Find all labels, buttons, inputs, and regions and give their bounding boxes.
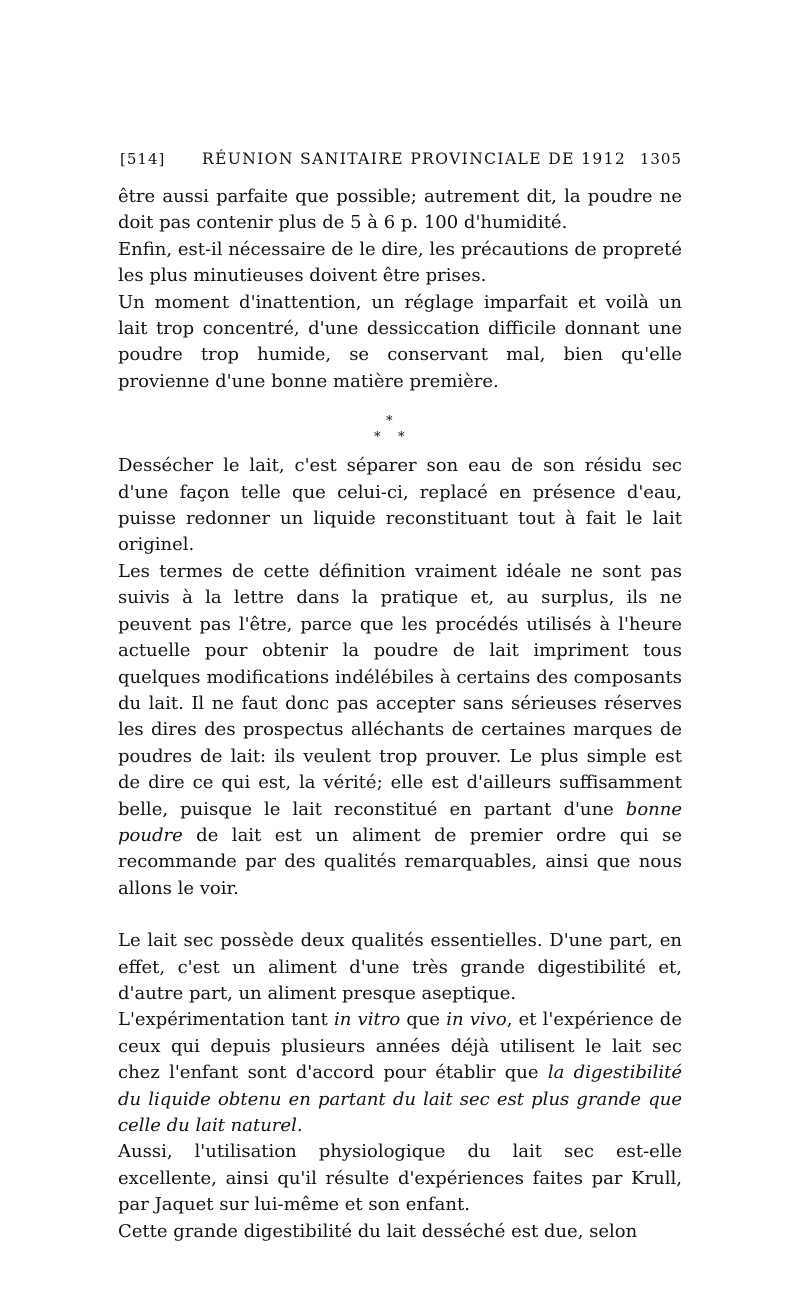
paragraph: Aussi, l'utilisation physiologique du lait sec est-elle excellente, ainsi qu'il résulte d'expériences faites par Krull, par Jaquet sur lui-même et son enfant. bbox=[118, 1141, 682, 1216]
section-separator-asterism bbox=[118, 401, 682, 453]
paragraph: Cette grande digestibilité du lait desséché est due, selon bbox=[118, 1220, 638, 1242]
page-bracket-number: [514] bbox=[120, 150, 166, 168]
italic-text: in vivo bbox=[446, 1009, 507, 1031]
text-run: que bbox=[400, 1009, 447, 1031]
text-run: , et l'expérience de ceux qui depuis plusieurs années déjà utilisent le lait sec chez l'enfant sont d'accord pour établir que bbox=[118, 1009, 682, 1084]
paragraph bbox=[118, 1007, 682, 1139]
italic-text: in vitro bbox=[334, 1009, 401, 1031]
text-run: L'expérimentation tant bbox=[118, 1009, 335, 1031]
italic-text: la digestibilité du liquide obtenu en partant du lait sec est plus grande que celle du lait naturel. bbox=[118, 1062, 683, 1136]
asterisk: * bbox=[386, 414, 393, 430]
body-text bbox=[118, 184, 682, 1245]
paragraph-continuation: être aussi parfaite que possible; autrement dit, la poudre ne doit pas contenir plus de 5 à 6 p. 100 d'humidité. bbox=[118, 186, 682, 234]
paragraph-gap bbox=[118, 902, 682, 928]
paragraph: Enfin, est-il nécessaire de le dire, les précautions de propreté les plus minutieuses doivent être prises. bbox=[118, 238, 682, 287]
paragraph: Un moment d'inattention, un réglage imparfait et voilà un lait trop concentré, d'une dessiccation difficile donnant une poudre trop humide, se conservant mal, bien qu'elle provienne d'une bonne matière première. bbox=[118, 291, 682, 392]
italic-text: bonne poudre bbox=[118, 798, 682, 846]
asterisk: * bbox=[398, 430, 405, 446]
paragraph bbox=[118, 559, 682, 902]
running-header bbox=[120, 150, 682, 174]
asterisk: * bbox=[374, 430, 381, 446]
paragraph: Dessécher le lait, c'est séparer son eau de son résidu sec d'une façon telle que celui-ci, replacé en présence d'eau, puisse redonner un liquide reconstituant tout à fait le lait originel. bbox=[118, 455, 682, 556]
paragraph: Le lait sec possède deux qualités essentielles. D'une part, en effet, c'est un aliment d'une très grande digestibilité et, d'autre part, un aliment presque aseptique. bbox=[118, 930, 682, 1004]
text-run: Les termes de cette définition vraiment idéale ne sont pas suivis à la lettre dans la pratique et, au surplus, ils ne peuvent pas l'être, parce que les procédés utilisés à l'heure actuelle pour obtenir la poudre de lait impriment tous quelques modifications indélébiles à certains des composants du lait. Il ne faut donc pas accepter sans sérieuses réserves les dires des prospectus alléchants de certaines marques de poudres de lait: ils veulent trop prouver. Le plus simple est de dire ce qui est, la vérité; elle est d'ailleurs suffisamment belle, puisque le lait reconstitué en partant d'une bbox=[118, 560, 682, 820]
text-run: de lait est un aliment de premier ordre qui se recommande par des qualités remarquables, ainsi que nous allons le voir. bbox=[118, 824, 682, 899]
page-number: 1305 bbox=[639, 150, 682, 168]
running-title: RÉUNION SANITAIRE PROVINCIALE DE 1912 bbox=[202, 150, 627, 168]
